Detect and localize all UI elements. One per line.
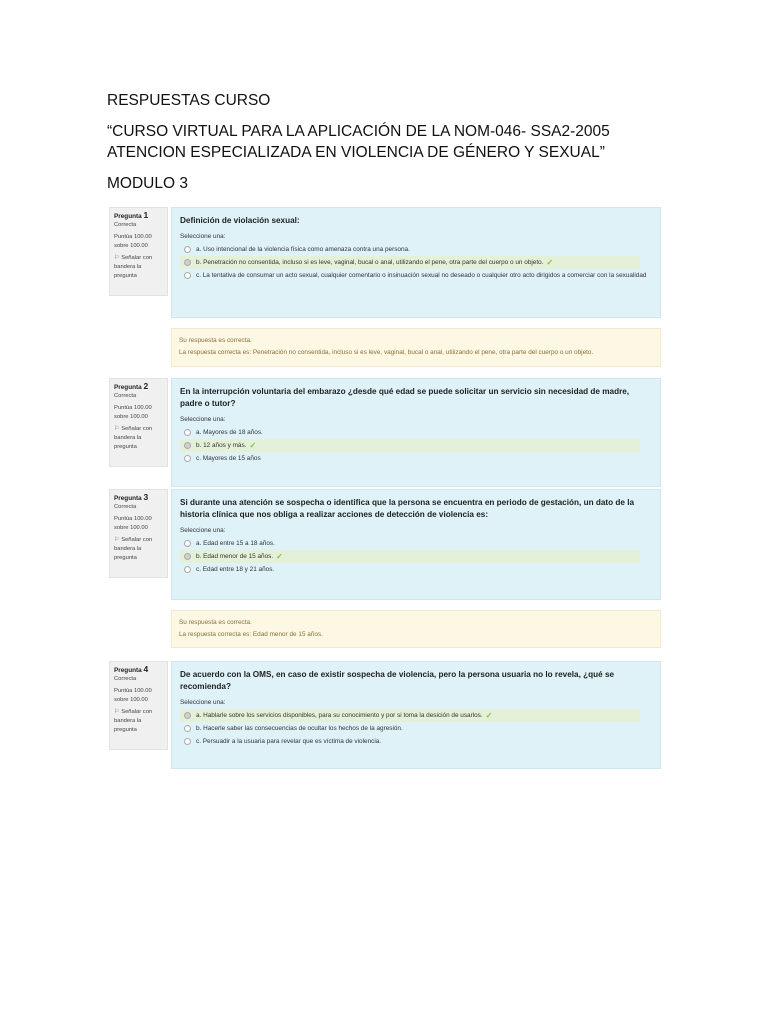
radio-icon [184, 566, 191, 573]
radio-icon [184, 738, 191, 745]
question-prompt: Seleccione una: [180, 416, 226, 423]
course-title-line2: ATENCION ESPECIALIZADA EN VIOLENCIA DE GÉNERO Y SEXUAL” [107, 144, 605, 161]
module-title: MODULO 3 [107, 175, 188, 192]
check-icon: ✓ [276, 552, 283, 561]
flag-question-link[interactable]: ⚐ Señalar con bandera la pregunta [114, 426, 153, 450]
answer-option-c[interactable]: c. La tentativa de consumar un acto sexual, cualquier comentario o insinuación sexual no deseado o cualquier otro acto dirigidos a comerciar con la sexualidad [180, 269, 652, 282]
question-text: De acuerdo con la OMS, en caso de existir sospecha de violencia, pero la persona usuaria no lo revela, ¿qué se recomienda? [180, 670, 615, 691]
radio-icon [184, 455, 191, 462]
question-info-2 [109, 378, 168, 467]
feedback-answer: La respuesta correcta es: Penetración no consentida, incluso si es leve, vaginal, bucal o anal, utilizando el pene, otra parte del cuerpo o un objeto. [179, 349, 594, 356]
feedback-box-1 [171, 328, 661, 367]
radio-selected-icon [184, 442, 191, 449]
answer-option-c[interactable]: c. Mayores de 15 años [180, 452, 652, 465]
course-title-line1: “CURSO VIRTUAL PARA LA APLICACIÓN DE LA NOM-046- SSA2-2005 [107, 123, 610, 140]
question-box-2 [171, 378, 661, 487]
flag-icon: ⚐ [114, 537, 120, 543]
radio-selected-icon [184, 712, 191, 719]
answer-option-a[interactable]: a. Mayores de 18 años. [180, 426, 652, 439]
question-text: Definición de violación sexual: [180, 216, 300, 225]
question-box-1 [171, 207, 661, 318]
feedback-box-3 [171, 610, 661, 648]
radio-icon [184, 272, 191, 279]
question-text: En la interrupción voluntaria del embarazo ¿desde qué edad se puede solicitar un servicio sin necesidad de madre, padre o tutor? [180, 387, 630, 408]
question-state: Correcta [114, 393, 137, 399]
check-icon: ✓ [249, 441, 257, 450]
feedback-answer: La respuesta correcta es: Edad menor de 15 años. [179, 631, 323, 638]
flag-question-link[interactable]: ⚐ Señalar con bandera la pregunta [114, 255, 153, 279]
flag-question-link[interactable]: ⚐ Señalar con bandera la pregunta [114, 537, 153, 561]
answer-option-c[interactable]: c. Edad entre 18 y 21 años. [180, 563, 652, 576]
radio-selected-icon [184, 553, 191, 560]
feedback-status: Su respuesta es correcta. [179, 619, 252, 626]
question-prompt: Seleccione una: [180, 699, 226, 706]
question-number: Pregunta 3 [114, 492, 149, 502]
question-score: Puntúa 100.00 sobre 100.00 [114, 405, 152, 420]
flag-question-link[interactable]: ⚐ Señalar con bandera la pregunta [114, 709, 153, 733]
question-state: Correcta [114, 504, 137, 510]
radio-icon [184, 725, 191, 732]
check-icon: ✓ [485, 711, 493, 720]
question-info-1 [109, 207, 168, 296]
answer-option-b[interactable]: b. Edad menor de 15 años. ✓ [180, 550, 640, 563]
answer-option-a[interactable]: a. Hablarle sobre los servicios disponibles, para su conocimiento y por si toma la desición de usarlos. ✓ [180, 709, 640, 722]
question-number: Pregunta 2 [114, 381, 149, 391]
question-score: Puntúa 100.00 sobre 100.00 [114, 234, 152, 249]
question-info-4 [109, 661, 168, 750]
radio-icon [184, 429, 191, 436]
answer-option-b[interactable]: b. Hacerle saber las consecuencias de ocultar los hechos de la agresión. [180, 722, 652, 735]
radio-icon [184, 540, 191, 547]
question-prompt: Seleccione una: [180, 233, 226, 240]
answer-option-b[interactable]: b. 12 años y más. ✓ [180, 439, 640, 452]
question-score: Puntúa 100.00 sobre 100.00 [114, 688, 152, 703]
flag-icon: ⚐ [114, 255, 120, 261]
flag-icon: ⚐ [114, 709, 120, 715]
question-text: Si durante una atención se sospecha o identifica que la persona se encuentra en periodo de gestación, un dato de la historia clínica que nos obliga a realizar acciones de detección de violencia es: [180, 498, 635, 519]
feedback-status: Su respuesta es correcta. [179, 337, 252, 344]
answer-option-a[interactable]: a. Edad entre 15 a 18 años. [180, 537, 652, 550]
course-title [107, 121, 610, 163]
question-box-4 [171, 661, 661, 769]
answer-option-c[interactable]: c. Persuadir a la usuaria para revelar que es víctima de violencia. [180, 735, 652, 748]
document-title: RESPUESTAS CURSO [107, 92, 271, 109]
flag-icon: ⚐ [114, 426, 120, 432]
question-info-3 [109, 489, 168, 578]
question-number: Pregunta 4 [114, 664, 149, 674]
question-box-3 [171, 489, 661, 600]
question-state: Correcta [114, 222, 137, 228]
question-state: Correcta [114, 676, 137, 682]
answer-option-b[interactable]: b. Penetración no consentida, incluso si es leve, vaginal, bucal o anal, utilizando el pene, otra parte del cuerpo o un objeto. ✓ [180, 256, 640, 269]
question-score: Puntúa 100.00 sobre 100.00 [114, 516, 152, 531]
radio-selected-icon [184, 259, 191, 266]
check-icon: ✓ [546, 258, 554, 267]
question-prompt: Seleccione una: [180, 527, 226, 534]
answer-option-a[interactable]: a. Uso intencional de la violencia física como amenaza contra una persona. [180, 243, 652, 256]
question-number: Pregunta 1 [114, 210, 149, 220]
radio-icon [184, 246, 191, 253]
